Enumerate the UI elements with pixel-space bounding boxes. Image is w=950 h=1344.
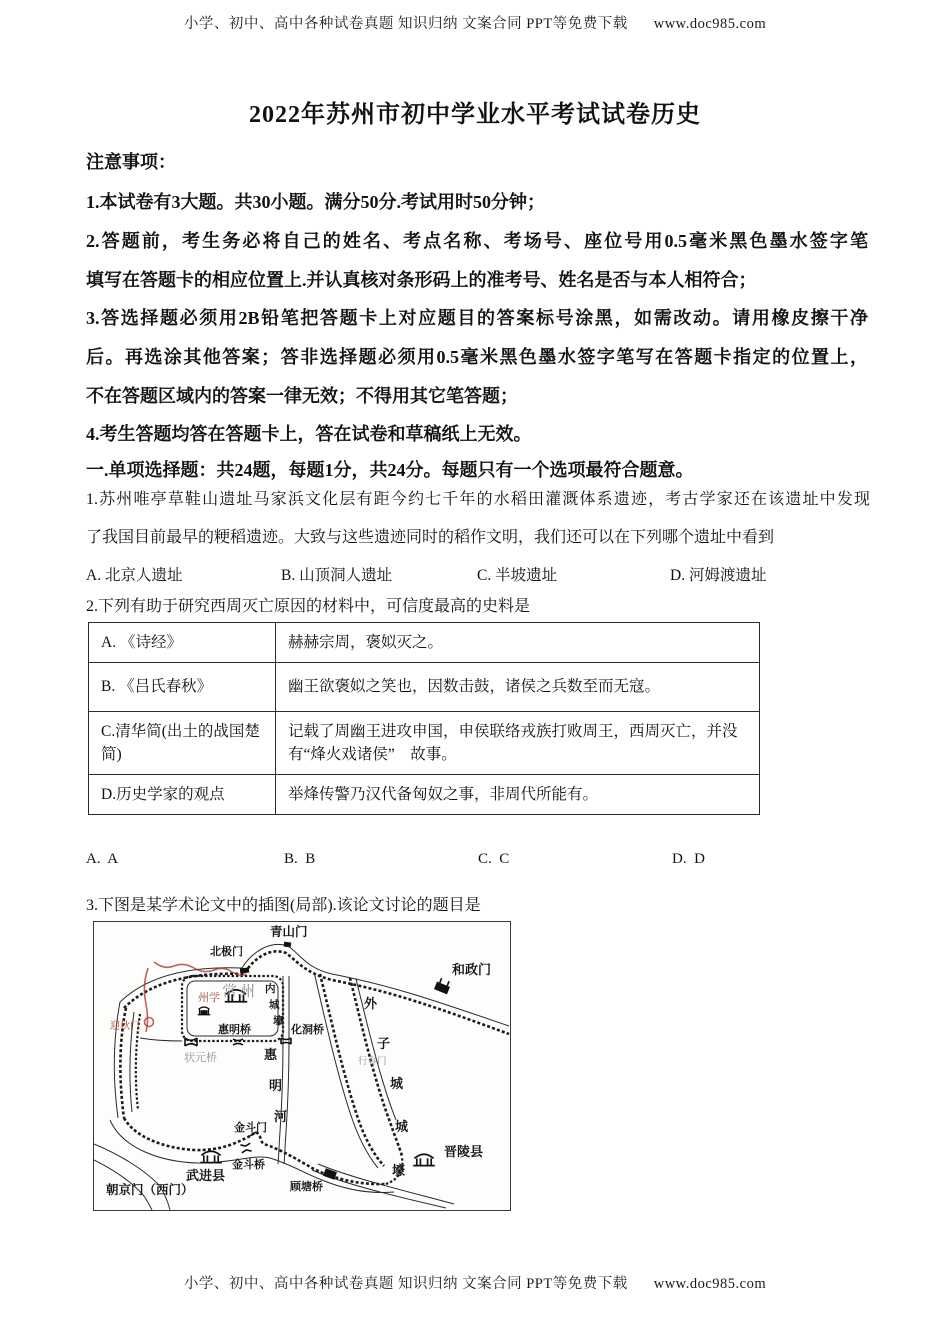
q1-text-line1: 1.苏州唯亭草鞋山遗址马家浜文化层有距今约七千年的水稻田灌溉体系遗迹，考古学家还在该遗址中发现 bbox=[86, 491, 870, 508]
site-footer-url: www.doc985.com bbox=[653, 1276, 767, 1292]
map-label-beiji-gate: 北极门 bbox=[210, 946, 243, 958]
wujin-building-icon bbox=[200, 1151, 222, 1162]
q1-option-d: D. 河姆渡遗址 bbox=[670, 567, 767, 584]
q2-row3-content: 记载了周幽王进攻申国，申侯联络戎族打败周王，西周灭亡，并没有“烽火戏诸侯” 故事。 bbox=[276, 711, 760, 775]
jinling-building-icon bbox=[413, 1154, 435, 1165]
q2-row3-source: C.清华简(出土的战国楚简) bbox=[89, 711, 276, 775]
map-label-jindou-bridge: 金斗桥 bbox=[232, 1159, 265, 1171]
q1-text-line2: 了我国目前最早的粳稻遗迹。大致与这些遗迹同时的稻作文明，我们还可以在下列哪个遗址中看到 bbox=[86, 529, 775, 546]
q2-answer-a: A. A bbox=[86, 851, 119, 867]
table-row bbox=[89, 775, 760, 815]
map-label-red-gate: 迎秋门 bbox=[110, 1021, 140, 1032]
q1-option-a: A. 北京人遗址 bbox=[86, 567, 183, 584]
table-row bbox=[89, 711, 760, 775]
notice-line-4: 3.答选择题必须用2B铅笔把答题卡上对应题目的答案标号涂黑，如需改动。请用橡皮擦干净 bbox=[86, 308, 868, 328]
table-row bbox=[89, 623, 760, 663]
table-row bbox=[89, 663, 760, 711]
section-one-heading: 一.单项选择题：共24题，每题1分，共24分。每题只有一个选项最符合题意。 bbox=[86, 460, 694, 480]
map-label-qingshan-gate: 青山门 bbox=[270, 925, 308, 939]
gate-marks bbox=[240, 942, 452, 1136]
q2-row2-content: 幽王欲褒姒之笑也，因数击鼓，诸侯之兵数至而无寇。 bbox=[276, 663, 760, 711]
map-label-gutang-bridge: 顾塘桥 bbox=[290, 1181, 323, 1193]
q2-row1-source: A. 《诗经》 bbox=[89, 623, 276, 663]
map-label-jindou-gate: 金斗门 bbox=[234, 1122, 267, 1134]
q2-answer-b: B. B bbox=[284, 851, 316, 867]
map-label-wujin-county: 武进县 bbox=[186, 1168, 226, 1183]
map-label-outer-zicheng: 外子城 bbox=[364, 996, 404, 1091]
q2-row1-content: 赫赫宗周，褒姒灭之。 bbox=[276, 623, 760, 663]
map-label-changzhou: 常州 bbox=[222, 984, 259, 1000]
notice-line-6: 不在答题区域内的答案一律无效；不得用其它笔答题； bbox=[86, 386, 518, 406]
notice-line-7: 4.考生答题均答在答题卡上，答在试卷和草稿纸上无效。 bbox=[86, 424, 532, 444]
outer-zicheng-wall bbox=[314, 972, 402, 1168]
jindou-bridge-mark bbox=[240, 1143, 251, 1153]
map-label-huadong-bridge: 化洞桥 bbox=[291, 1024, 324, 1036]
map-label-zhouxue: 州学 bbox=[198, 992, 220, 1004]
q2-row4-content: 举烽传警乃汉代备匈奴之事，非周代所能有。 bbox=[276, 775, 760, 815]
q2-stem: 2.下列有助于研究西周灭亡原因的材料中，可信度最高的史料是 bbox=[86, 598, 531, 615]
map-label-hezheng-gate: 和政门 bbox=[452, 962, 492, 977]
inner-moat-river bbox=[140, 976, 289, 1164]
beiji-gate-mark bbox=[240, 967, 249, 973]
q2-source-table bbox=[88, 622, 760, 815]
map-label-huiming-bridge: 惠明桥 bbox=[218, 1024, 251, 1036]
notice-line-3: 填写在答题卡的相应位置上.并认真核对条形码上的准考号、姓名是否与本人相符合； bbox=[86, 270, 757, 290]
changzhou-map bbox=[94, 922, 510, 1210]
map-label-xingchun-gate: 行春门 bbox=[358, 1057, 387, 1067]
q2-answer-c: C. C bbox=[478, 851, 510, 867]
site-header-url: www.doc985.com bbox=[653, 16, 767, 32]
qingshan-gate-mark bbox=[284, 942, 292, 948]
q2-row2-source: B. 《吕氏春秋》 bbox=[89, 663, 276, 711]
changzhou-map-figure bbox=[93, 921, 511, 1211]
q2-answer-d: D. D bbox=[672, 851, 705, 867]
q1-option-c: C. 半坡遗址 bbox=[477, 567, 558, 584]
page-title: 2022年苏州市初中学业水平考试试卷历史 bbox=[249, 102, 701, 128]
q1-option-b: B. 山顶洞人遗址 bbox=[281, 567, 393, 584]
map-label-jinling-county: 晋陵县 bbox=[444, 1144, 484, 1159]
site-header-text: 小学、初中、高中各种试卷真题 知识归纳 文案合同 PPT等免费下载 bbox=[183, 16, 628, 32]
notice-line-5: 后。再选涂其他答案；答非选择题必须用0.5毫米黑色墨水签字笔写在答题卡指定的位置上， bbox=[86, 347, 868, 367]
site-footer-text: 小学、初中、高中各种试卷真题 知识归纳 文案合同 PPT等免费下载 bbox=[183, 1276, 628, 1292]
hezheng-gate-mark bbox=[434, 977, 452, 994]
notice-line-2: 2.答题前，考生务必将自己的姓名、考点名称、考场号、座位号用0.5毫米黑色墨水签字笔 bbox=[86, 231, 868, 251]
q1-options-row bbox=[0, 563, 950, 587]
map-label-chaojing-gate: 朝京门（西门） bbox=[106, 1183, 194, 1197]
west-gate-red-circle bbox=[145, 1018, 154, 1027]
notice-line-1: 1.本试卷有3大题。共30小题。满分50分.考试用时50分钟； bbox=[86, 192, 545, 212]
map-label-city-moat: 城壕 bbox=[392, 1119, 409, 1178]
map-label-huiming-river: 惠明河 bbox=[264, 1047, 288, 1124]
q3-stem: 3.下图是某学术论文中的插图(局部).该论文讨论的题目是 bbox=[86, 897, 481, 914]
site-header bbox=[0, 12, 950, 33]
notice-heading: 注意事项： bbox=[86, 152, 176, 172]
map-label-zhuangyuan-bridge: 状元桥 bbox=[184, 1052, 217, 1064]
map-label-inner-moat: 内城壕 bbox=[265, 984, 284, 1027]
q2-row4-source: D.历史学家的观点 bbox=[89, 775, 276, 815]
q2-answers-row bbox=[0, 851, 950, 873]
site-footer bbox=[0, 1272, 950, 1293]
zhouxue-building-icon bbox=[198, 1007, 211, 1015]
